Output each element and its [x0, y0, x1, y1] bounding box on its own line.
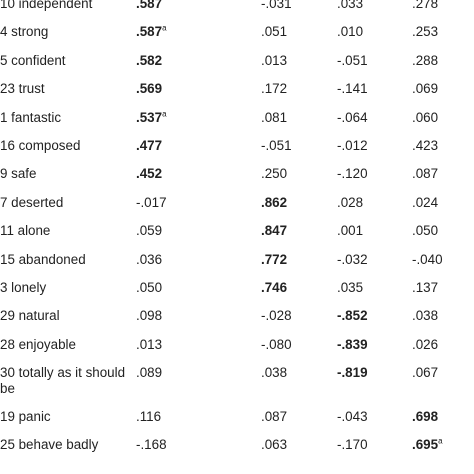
- table-row: [0, 275, 474, 303]
- loading-value: .001: [337, 223, 364, 239]
- loading-value: .036: [136, 251, 163, 267]
- loading-value: .026: [412, 336, 439, 352]
- loading-value: .028: [337, 194, 364, 210]
- table-row: [0, 247, 474, 275]
- loading-value: .050: [412, 223, 439, 239]
- loading-value: .087: [261, 409, 288, 425]
- loading-value: -.031: [261, 0, 292, 11]
- table-row: [0, 360, 474, 404]
- loading-factor-2: [261, 308, 292, 324]
- table-row: [0, 332, 474, 360]
- table-row: [0, 303, 474, 331]
- item-label: 15 abandoned: [0, 251, 86, 267]
- loading-factor-2: [261, 110, 287, 126]
- loading-factor-3: [337, 53, 368, 69]
- loading-value: .116: [136, 409, 162, 425]
- loading-factor-1: [136, 365, 162, 381]
- loading-factor-4: [412, 252, 443, 268]
- loading-value: .050: [136, 279, 163, 295]
- loading-factor-3: [337, 166, 368, 182]
- loading-value: .288: [412, 52, 439, 68]
- loading-factor-4: [412, 24, 438, 40]
- loading-factor-3: [337, 81, 368, 97]
- loading-value: .477: [136, 137, 163, 153]
- loading-factor-1: [136, 409, 161, 425]
- loading-factor-2: [261, 223, 287, 239]
- loading-factor-2: [261, 337, 292, 353]
- item-label: 5 confident: [0, 52, 66, 68]
- table-row: [0, 48, 474, 76]
- loading-factor-2: [261, 409, 287, 425]
- loading-factor-3: [337, 437, 368, 453]
- item-label: 9 safe: [0, 166, 37, 182]
- item-label: 19 panic: [0, 409, 51, 425]
- loading-factor-2: [261, 252, 287, 268]
- loading-factor-4: [412, 110, 438, 126]
- loading-value: .862: [261, 194, 288, 210]
- loading-value: .250: [261, 166, 288, 182]
- loading-factor-1: [136, 166, 162, 182]
- loading-value: .587: [136, 24, 163, 40]
- table-row: [0, 0, 474, 19]
- loading-value: .847: [261, 223, 288, 239]
- loading-factor-3: [337, 223, 363, 239]
- loading-factor-3: [337, 252, 368, 268]
- item-label: 7 deserted: [0, 194, 64, 210]
- loading-value: .013: [261, 52, 288, 68]
- table-row: [0, 161, 474, 189]
- loading-factor-1: [136, 437, 167, 453]
- loading-factor-4: [412, 409, 438, 425]
- loading-value: .172: [261, 81, 288, 97]
- item-label: 30 totally as it should be: [0, 365, 126, 397]
- loading-factor-2: [261, 195, 287, 211]
- loading-factor-3: [337, 337, 368, 353]
- loading-value: .089: [136, 365, 163, 381]
- loading-factor-3: [337, 110, 368, 126]
- loading-value: .051: [261, 24, 288, 40]
- loading-value: .033: [337, 0, 364, 11]
- loading-factor-1: [136, 138, 162, 154]
- loading-factor-4: [412, 0, 438, 12]
- loading-factor-2: [261, 280, 287, 296]
- loading-factor-1: [136, 308, 162, 324]
- loading-factor-3: [337, 24, 363, 40]
- loading-value: -.012: [337, 137, 368, 153]
- loading-factor-4: [412, 138, 438, 154]
- loading-value: -.141: [337, 81, 368, 97]
- item-label: 29 natural: [0, 308, 60, 324]
- loading-factor-1: [136, 0, 162, 12]
- table-row: [0, 404, 474, 432]
- loading-value: .569: [136, 81, 163, 97]
- loading-factor-2: [261, 24, 287, 40]
- table-row: [0, 190, 474, 218]
- footnote-marker: a: [162, 109, 167, 119]
- loading-value: .698: [412, 409, 439, 425]
- item-label: 11 alone: [0, 223, 51, 239]
- loading-value: .278: [412, 0, 439, 11]
- loading-factor-3: [337, 280, 363, 296]
- loading-factor-1: [136, 81, 162, 97]
- loading-value: .423: [412, 137, 439, 153]
- table-row: [0, 432, 474, 460]
- loading-value: .537: [136, 109, 163, 125]
- item-label: 1 fantastic: [0, 109, 62, 125]
- loading-value: -.120: [337, 166, 368, 182]
- loading-value: .010: [337, 24, 364, 40]
- loading-factor-3: [337, 138, 368, 154]
- loading-value: .024: [412, 194, 439, 210]
- loading-factor-4: [412, 81, 438, 97]
- loading-factor-4: [412, 166, 438, 182]
- loading-factor-2: [261, 437, 287, 453]
- loading-value: .582: [136, 52, 163, 68]
- loading-factor-4: [412, 308, 438, 324]
- loading-factor-1: [136, 24, 167, 40]
- loading-value: .253: [412, 24, 439, 40]
- loading-factor-2: [261, 81, 287, 97]
- loading-value: -.043: [337, 409, 368, 425]
- loading-factor-1: [136, 53, 162, 69]
- loading-value: -.028: [261, 308, 292, 324]
- loading-factor-3: [337, 365, 368, 381]
- table-row: [0, 105, 474, 133]
- item-label: 23 trust: [0, 81, 45, 97]
- loading-value: .060: [412, 109, 439, 125]
- loading-factor-2: [261, 166, 287, 182]
- loading-factor-4: [412, 337, 438, 353]
- loading-value: .035: [337, 279, 364, 295]
- table-row: [0, 76, 474, 104]
- loading-factor-2: [261, 138, 292, 154]
- item-label: 4 strong: [0, 24, 49, 40]
- loading-factor-2: [261, 365, 287, 381]
- loading-value: .059: [136, 223, 163, 239]
- loading-factor-4: [412, 280, 438, 296]
- loading-factor-2: [261, 0, 292, 12]
- loading-factor-4: [412, 223, 438, 239]
- loading-factor-2: [261, 53, 287, 69]
- footnote-marker: a: [162, 23, 167, 33]
- table-row: [0, 218, 474, 246]
- loading-factor-1: [136, 223, 162, 239]
- loading-factor-4: [412, 53, 438, 69]
- loading-value: .038: [261, 365, 288, 381]
- loading-value: -.839: [337, 336, 368, 352]
- loading-factor-4: [412, 365, 438, 381]
- loading-factor-4: [412, 195, 438, 211]
- item-label: 28 enjoyable: [0, 336, 76, 352]
- table-row: [0, 133, 474, 161]
- loading-value: .038: [412, 308, 439, 324]
- loading-value: -.080: [261, 336, 292, 352]
- item-label: 3 lonely: [0, 279, 47, 295]
- loading-value: .067: [412, 365, 439, 381]
- loading-value: .063: [261, 437, 288, 453]
- loading-value: .587: [136, 0, 163, 11]
- loading-value: .746: [261, 279, 288, 295]
- loading-factor-1: [136, 280, 162, 296]
- loading-value: -.051: [261, 137, 292, 153]
- loading-value: .013: [136, 336, 163, 352]
- loading-factor-3: [337, 195, 363, 211]
- loading-value: .772: [261, 251, 288, 267]
- loading-value: .137: [412, 279, 439, 295]
- footnote-marker: a: [438, 437, 443, 446]
- loading-factor-1: [136, 195, 167, 211]
- item-label: 25 behave badly: [0, 437, 99, 453]
- loading-value: .695: [412, 437, 439, 453]
- loading-value: .452: [136, 166, 163, 182]
- loading-value: -.051: [337, 52, 368, 68]
- table-row: [0, 19, 474, 47]
- loading-value: -.040: [412, 251, 443, 267]
- loading-value: -.170: [337, 437, 368, 453]
- loading-value: -.168: [136, 437, 167, 453]
- loading-factor-3: [337, 409, 368, 425]
- loading-factor-3: [337, 0, 363, 12]
- loading-factor-3: [337, 308, 368, 324]
- loading-value: .087: [412, 166, 439, 182]
- loading-value: -.064: [337, 109, 368, 125]
- loading-factor-1: [136, 337, 162, 353]
- loading-value: -.819: [337, 365, 368, 381]
- loading-value: -.017: [136, 194, 167, 210]
- loading-value: .081: [261, 109, 288, 125]
- loading-value: .069: [412, 81, 439, 97]
- loading-factor-4: [412, 437, 443, 453]
- item-label: 10 independent: [0, 0, 93, 11]
- loading-value: .098: [136, 308, 163, 324]
- loading-value: -.032: [337, 251, 368, 267]
- loading-value: -.852: [337, 308, 368, 324]
- item-label: 16 composed: [0, 137, 81, 153]
- loading-factor-1: [136, 252, 162, 268]
- loading-factor-1: [136, 110, 167, 126]
